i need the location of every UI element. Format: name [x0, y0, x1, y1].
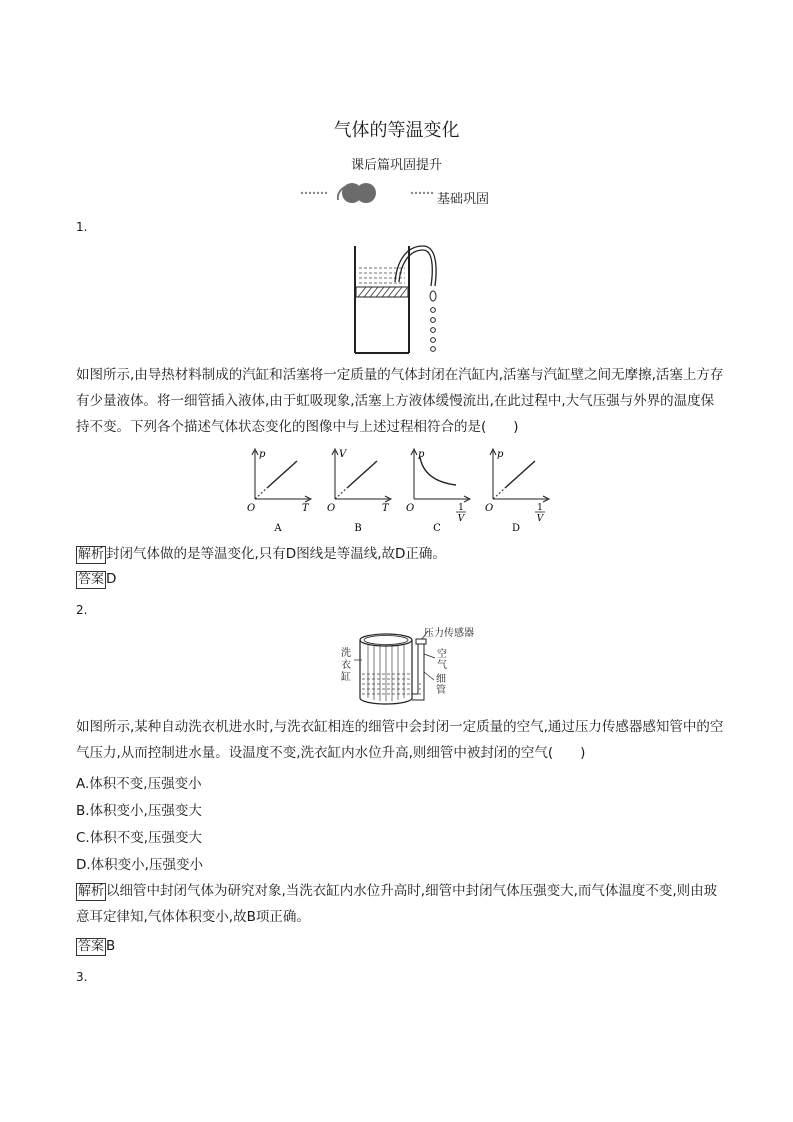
graph-d	[483, 445, 553, 537]
y-axis-label: p	[259, 449, 266, 460]
graph-a	[245, 445, 315, 537]
answer-tag: 答案	[78, 939, 105, 954]
x-axis-numerator: 1	[537, 503, 543, 513]
analysis-tag: 解析	[78, 884, 105, 899]
graph-label: A	[274, 523, 282, 534]
analysis-line	[76, 878, 726, 930]
answer-line	[76, 571, 116, 589]
air-label: 空气	[437, 649, 447, 671]
answer-tag: 答案	[78, 572, 105, 587]
question-number: 2.	[76, 603, 88, 617]
graph-label: B	[354, 523, 362, 534]
page-subtitle: 课后篇巩固提升	[350, 158, 442, 173]
analysis-text: 封闭气体做的是等温变化,只有D图线是等温线,故D正确。	[106, 546, 446, 562]
graph-label: D	[511, 523, 521, 534]
x-axis-numerator: 1	[458, 503, 464, 513]
answer-text: D	[106, 571, 117, 587]
answer-line	[76, 938, 115, 956]
cylinder-figure	[345, 238, 455, 358]
y-axis-label: p	[418, 449, 425, 460]
tube-label: 细管	[436, 674, 446, 696]
sensor-label: 压力传感器	[424, 628, 474, 639]
option-c: C.体积不变,压强变大	[76, 830, 203, 846]
graph-b	[325, 445, 395, 537]
graph-c	[404, 445, 474, 537]
question-number: 3.	[76, 970, 88, 984]
analysis-text: 以细管中封闭气体为研究对象,当洗衣缸内水位升高时,细管中封闭气体压强变大,而气体温度不变,则由玻意耳定律知,气体体积变小,故B项正确。	[76, 883, 718, 925]
analysis-tag: 解析	[78, 547, 105, 562]
option-a: A.体积不变,压强变小	[76, 776, 202, 792]
answer-text: B	[106, 938, 116, 954]
y-axis-label: V	[339, 449, 347, 460]
graph-label: C	[433, 523, 441, 534]
section-label: 基础巩固	[437, 192, 490, 207]
x-axis-denominator: V	[457, 514, 465, 524]
analysis-line	[76, 542, 446, 564]
x-axis-label: T	[302, 503, 309, 514]
option-b: B.体积变小,压强变大	[76, 803, 202, 819]
question-text: 如图所示,某种自动洗衣机进水时,与洗衣缸相连的细管中会封闭一定质量的空气,通过压力传感器感知管中的空气压力,从而控制进水量。设温度不变,洗衣缸内水位升高,则细管中被封闭的空气( )	[76, 719, 724, 761]
origin-label: O	[327, 503, 336, 514]
origin-label: O	[247, 503, 256, 514]
question-number: 1.	[76, 220, 88, 234]
x-axis-denominator: V	[536, 514, 544, 524]
origin-label: O	[406, 503, 415, 514]
option-d: D.体积变小,压强变小	[76, 857, 203, 873]
question-text: 如图所示,由导热材料制成的汽缸和活塞将一定质量的气体封闭在汽缸内,活塞与汽缸壁之间无摩擦,活塞上方存有少量液体。将一细管插入液体,由于虹吸现象,活塞上方液体缓慢流出,在此过程中,大气压强与外界的温度保持不变。下列各个描述气体状态变化的图像中与上述过程相符合的是( )	[76, 367, 724, 435]
drum-label: 洗衣缸	[341, 648, 351, 683]
page-title: 气体的等温变化	[333, 120, 460, 141]
x-axis-label: T	[382, 503, 389, 514]
origin-label: O	[485, 503, 494, 514]
y-axis-label: p	[497, 449, 504, 460]
